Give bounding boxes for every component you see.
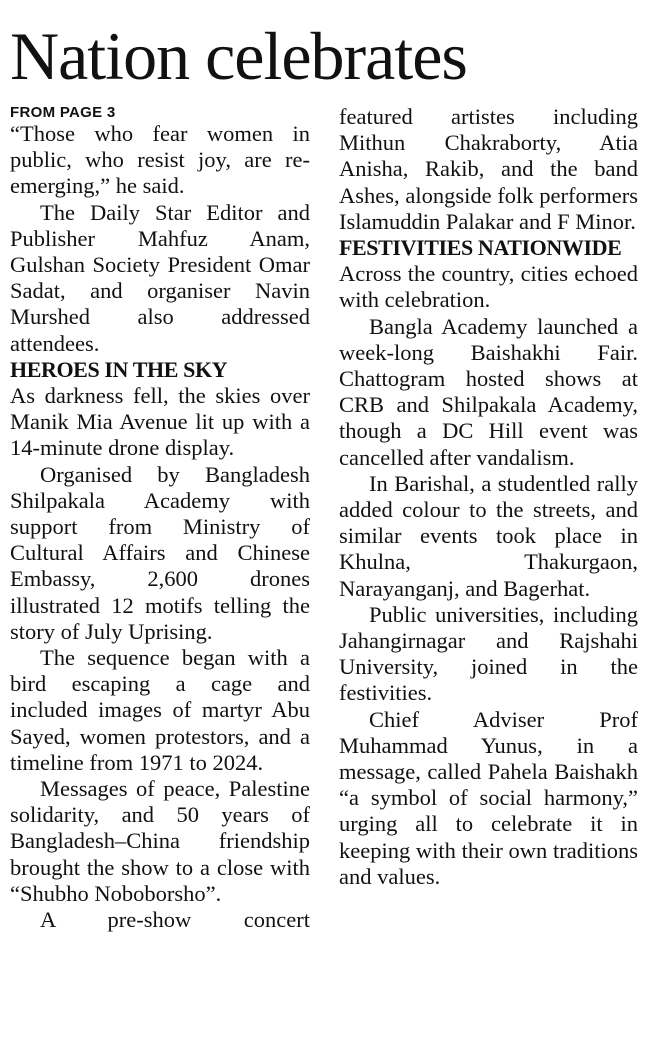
paragraph: The sequence began with a bird escaping a cage and included images of martyr Abu Sayed, women protestors, and a timeline from 1971 to 2024. [10,645,310,775]
paragraph: featured artistes including Mithun Chakraborty, Atia Anisha, Rakib, and the band Ashes, alongside folk performers Islamuddin Palakar and F Minor. [339,104,638,234]
continuation-kicker: FROM PAGE 3 [10,104,116,121]
paragraph: As darkness fell, the skies over Manik Mia Avenue lit up with a 14-minute drone display. [10,383,310,461]
paragraph: In Barishal, a studentled rally added colour to the streets, and similar events took place in Khulna, Thakurgaon, Narayanganj, and Bagerhat. [339,470,638,601]
paragraph: Chief Adviser Prof Muhammad Yunus, in a message, called Pahela Baishakh “a symbol of social harmony,” urging all to celebrate it in keeping with their own traditions and values. [339,706,638,889]
paragraph: Across the country, cities echoed with celebration. [339,261,638,313]
subhead-heroes-in-the-sky: HEROES IN THE SKY [10,356,228,382]
headline: Nation celebrates [10,18,467,94]
article-column-right [339,104,638,890]
article-column-left [10,104,310,933]
paragraph: “Those who fear women in public, who resist joy, are reemerging,” he said. [10,121,310,199]
paragraph: Organised by Bangladesh Shilpakala Academy with support from Ministry of Cultural Affairs and Chinese Embassy, 2,600 drones illustrated 12 motifs telling the story of July Uprising. [10,461,310,644]
paragraph: Public universities, including Jahangirnagar and Rajshahi University, joined in the festivities. [339,601,638,706]
subhead-festivities-nationwide: FESTIVITIES NATIONWIDE [339,235,622,261]
paragraph: Messages of peace, Palestine solidarity, and 50 years of Bangladesh–China friendship brought the show to a close with “Shubho Noboborsho”. [10,776,310,906]
paragraph: The Daily Star Editor and Publisher Mahfuz Anam, Gulshan Society President Omar Sadat, and organiser Navin Murshed also addressed attendees. [10,199,310,356]
paragraph: A pre-show concert [40,907,310,933]
paragraph: Bangla Academy launched a week-long Baishakhi Fair. Chattogram hosted shows at CRB and Shilpakala Academy, though a DC Hill event was cancelled after vandalism. [339,313,638,470]
